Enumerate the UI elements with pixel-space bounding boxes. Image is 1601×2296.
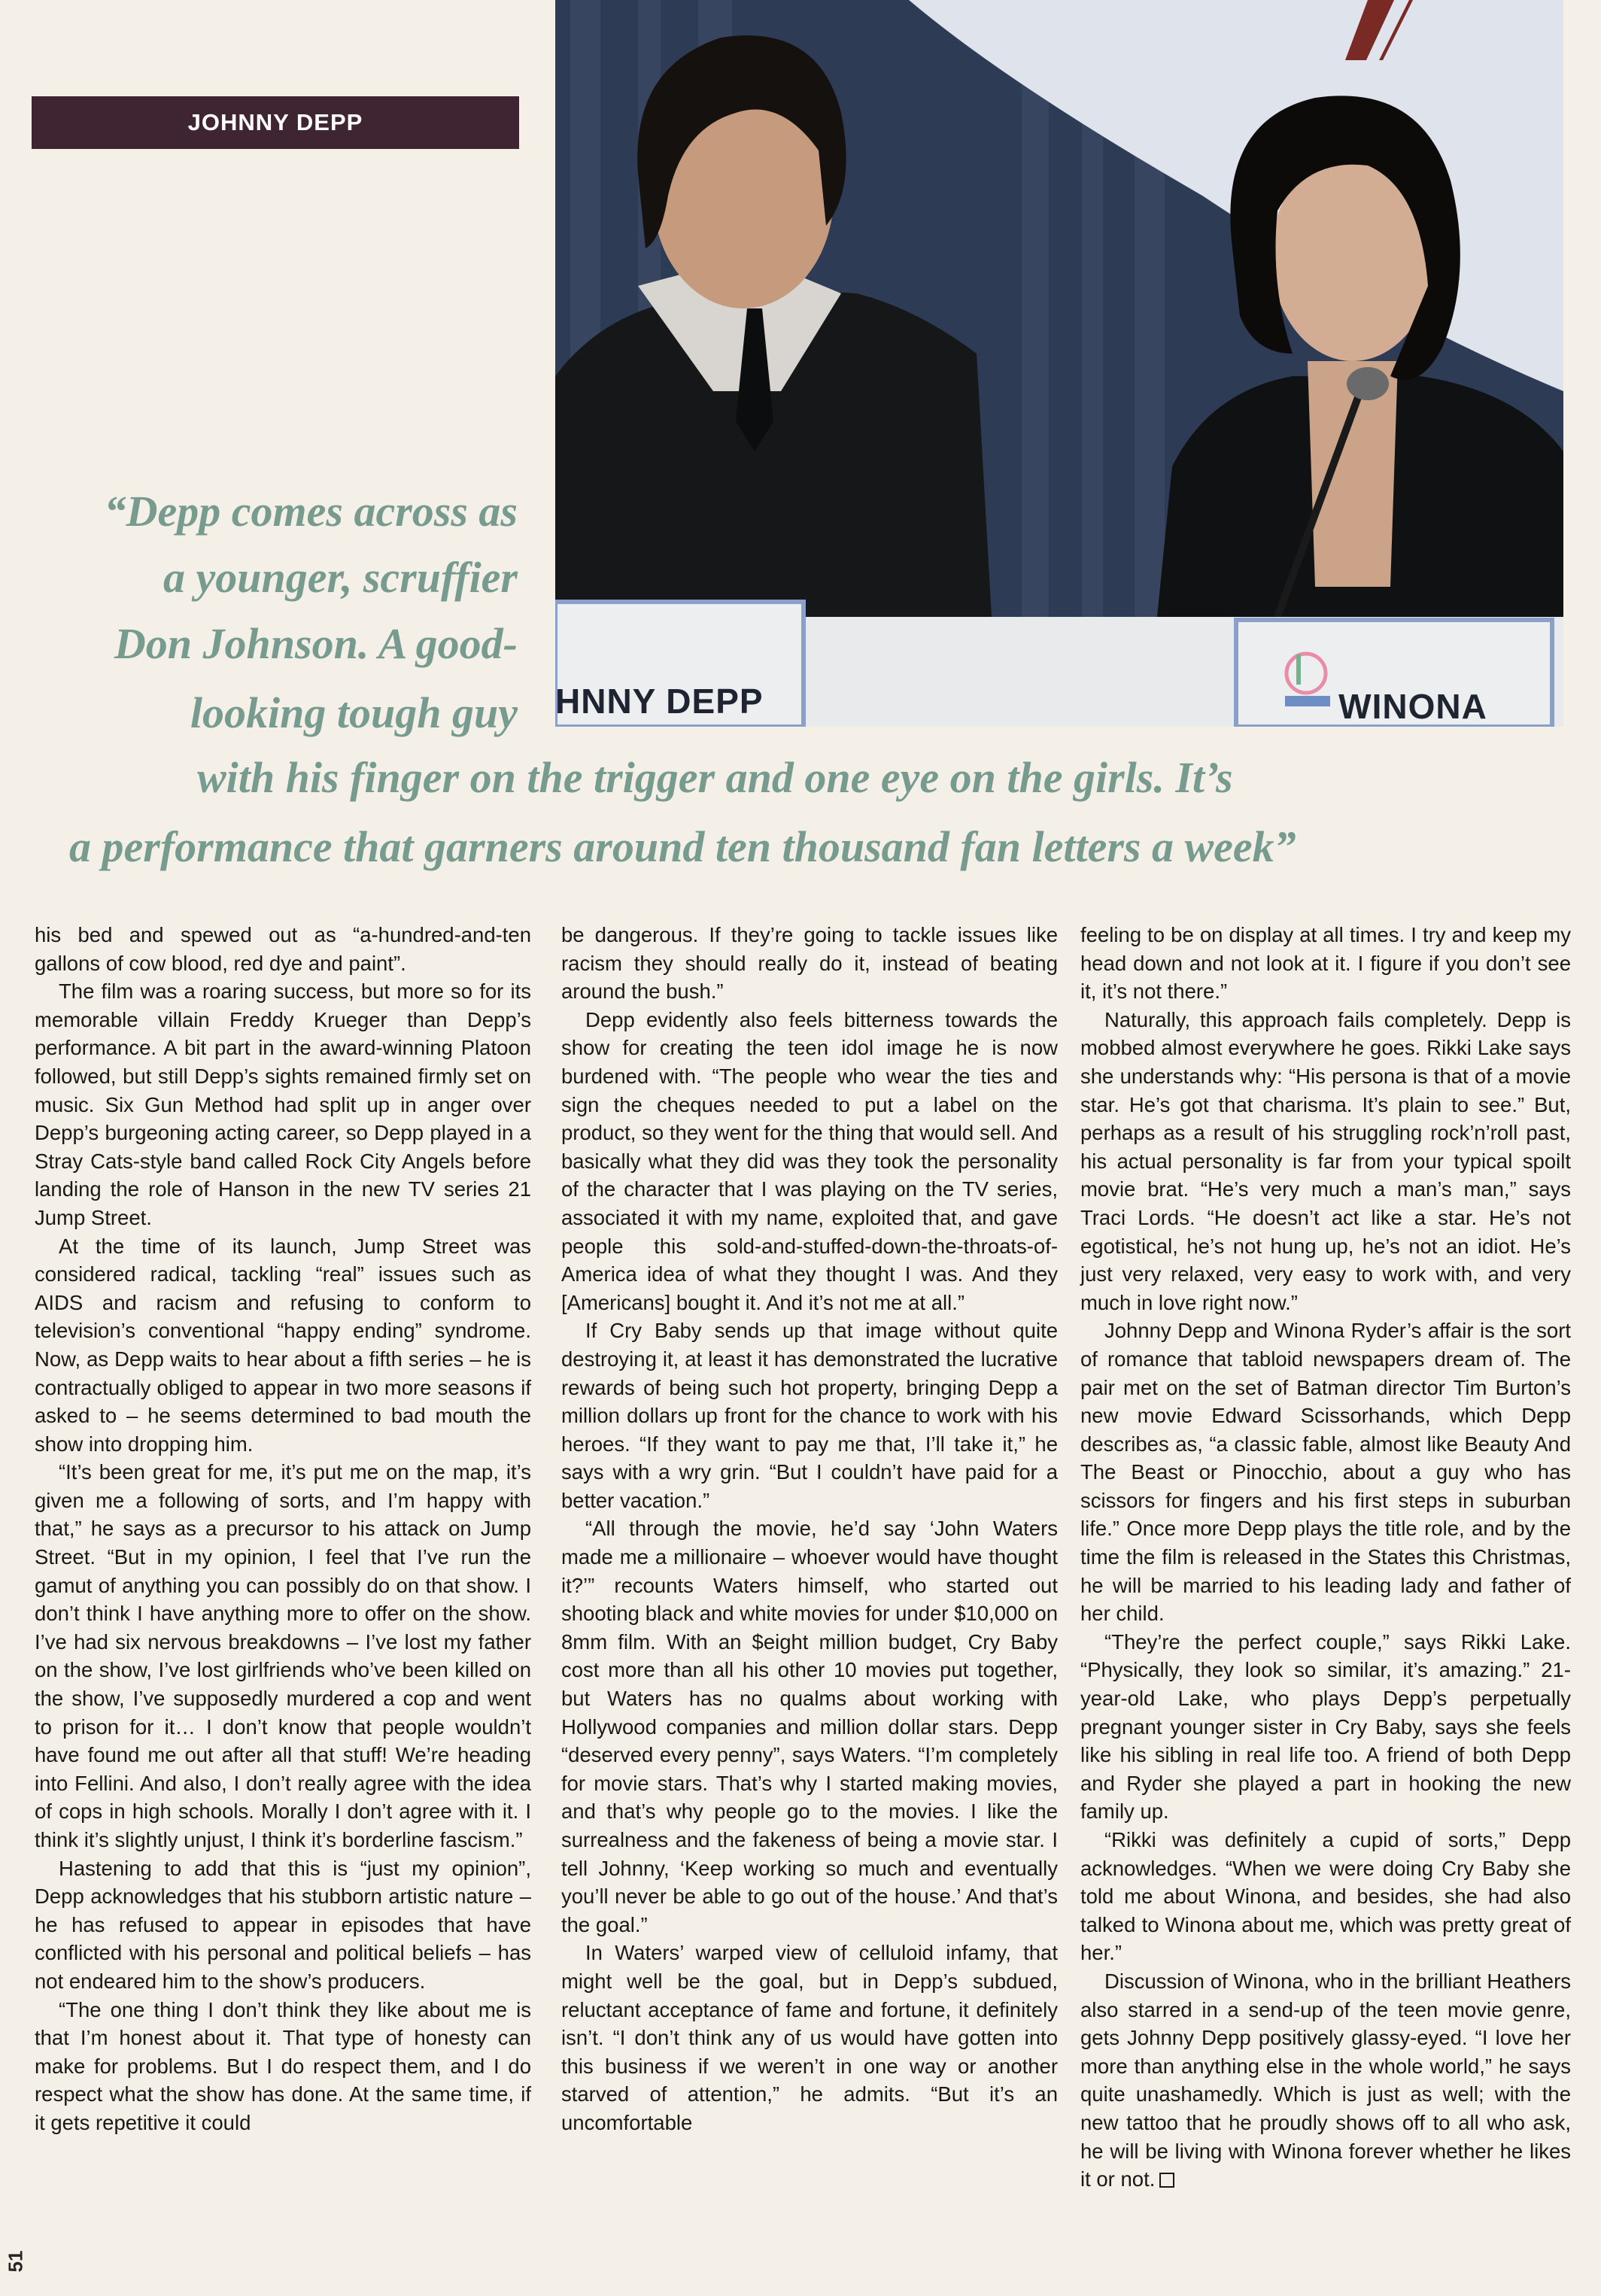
photo-illustration (555, 0, 1563, 727)
paragraph: Hastening to add that this is “just my opinion”, Depp acknowledges that his stubborn artistic nature – he has refused to appear in episodes that have conflicted with his personal and political beliefs – has not endeared him to the show’s producers. (35, 1856, 531, 1993)
page-number: 51 (4, 2250, 27, 2273)
paragraph: Depp evidently also feels bitterness towards the show for creating the teen idol image he is now burdened with. “The people who wear the ties and sign the cheques needed to put a label on the product, so they went for the thing that would sell. And basically what they did was they took the personality of the character that I was playing on the TV series, associated it with my name, exploited that, and gave people this sold-and-stuffed-down-the-throats-of-America idea of what they thought I was. And they [Americans] bought it. And it’s not me at all.” (561, 1007, 1058, 1314)
paragraph: “All through the movie, he’d say ‘John Waters made me a millionaire – whoever would have thought it?’” recounts Waters himself, who started out shooting black and white movies for under $10,000 on 8mm film. With an $eight million budget, Cry Baby cost more than all his other 10 movies put together, but Waters has no qualms about working with Hollywood companies and million dollar stars. Depp “deserved every penny”, says Waters. “I’m completely for movie stars. That’s why I started making movies, and that’s why people go to the movies. I like the surrealness and the fakeness of being a movie star. I tell Johnny, ‘Keep working so much and eventually you’ll never be able to go out of the house.’ And that’s the goal.” (561, 1517, 1058, 1936)
paragraph: Naturally, this approach fails completely. Depp is mobbed almost everywhere he goes. Rikki Lake says she understands why: “His persona is that of a movie star. He’s got that charisma. It’s plain to see.” But, perhaps as a result of his struggling rock’n’roll past, his actual personality is far from your typical spoilt movie brat. “He’s very much a man’s man,” says Traci Lords. “He doesn’t act like a star. He’s not egotistical, he’s not hung up, he’s not an idiot. He’s just very relaxed, very easy to work with, and very much in love right now.” (1080, 1007, 1571, 1314)
paragraph-final-text: Discussion of Winona, who in the brilliant Heathers also starred in a send-up of the teen movie genre, gets Johnny Depp positively glassy-eyed. “I love her more than anything else in the whole world,” he says quite unashamedly. Which is just as well; with the new tattoo that he proudly shows off to all who ask, he will be living with Winona forever whether he likes it or not. (1080, 1969, 1571, 2191)
press-conference-photo (555, 0, 1563, 727)
paragraph: “They’re the perfect couple,” says Rikki Lake. “Physically, they look so similar, it’s amazing.” 21-year-old Lake, who plays Depp’s perpetually pregnant younger sister in Cry Baby, says she feels like his sibling in real life too. A friend of both Depp and Ryder she played a part in hooking the new family up. (1080, 1629, 1571, 1824)
pull-quote-line-4: looking tough guy (190, 688, 518, 737)
paragraph: feeling to be on display at all times. I try and keep my head down and not look at it. I figure if you don’t see it, it’s not there.” (1080, 923, 1571, 1004)
paragraph: “It’s been great for me, it’s put me on the map, it’s given me a following of sorts, and I’m happy with that,” he says as a precursor to his attack on Jump Street. “But in my opinion, I feel that I’ve run the gamut of anything you can possibly do on that show. I don’t think I have anything more to offer on the show. I’ve had six nervous breakdowns – I’ve lost my father on the show, I’ve lost girlfriends who’ve been killed on the show, I’ve supposedly murdered a cop and went to prison for it… I don’t know that people wouldn’t have found me out after all that stuff! We’re heading into Fellini. And also, I don’t really agree with the idea of cops in high schools. Morally I don’t agree with it. I think it’s slightly unjust, I think it’s borderline fascism.” (35, 1460, 531, 1851)
body-column-3 (1080, 921, 1571, 2194)
paragraph: “The one thing I don’t think they like about me is that I’m honest about it. That type of honesty can make for problems. But I do respect them, and I do respect what the show has done. At the same time, if it gets repetitive it could (35, 1997, 531, 2134)
end-mark-icon (1159, 2173, 1174, 2188)
paragraph: Johnny Depp and Winona Ryder’s affair is the sort of romance that tabloid newspapers dream of. The pair met on the set of Batman director Tim Burton’s new movie Edward Scissorhands, which Depp describes as, “a classic fable, almost like Beauty And The Beast or Pinocchio, about a guy who has scissors for fingers and his first steps in suburban life.” Once more Depp plays the title role, and by the time the film is released in the States this Christmas, he will be married to his leading lady and father of her child. (1080, 1319, 1571, 1626)
section-tag: JOHNNY DEPP (32, 96, 519, 149)
pull-quote-line-5: with his finger on the trigger and one eye on the girls. It’s (197, 753, 1233, 802)
paragraph: “Rikki was definitely a cupid of sorts,” Depp acknowledges. “When we were doing Cry Baby she told me about Winona, and besides, she had also talked to Winona about me, which was pretty great of her.” (1080, 1828, 1571, 1965)
body-column-1 (35, 921, 531, 2137)
paragraph: At the time of its launch, Jump Street was considered radical, tackling “real” issues such as AIDS and racism and refusing to conform to television’s conventional “happy ending” syndrome. Now, as Depp waits to hear about a fifth series – he is contractually obliged to appear in two more seasons if asked to – he seems determined to bad mouth the show into dropping him. (35, 1234, 531, 1456)
paragraph: If Cry Baby sends up that image without quite destroying it, at least it has demonstrated the lucrative rewards of being such hot property, bringing Depp a million dollars up front for the chance to work with his heroes. “If they want to pay me that, I’ll take it,” he says with a wry grin. “But I couldn’t have paid for a better vacation.” (561, 1319, 1058, 1512)
paragraph: The film was a roaring success, but more so for its memorable villain Freddy Krueger than Depp’s performance. A bit part in the award-winning Platoon followed, but still Depp’s sights remained firmly set on music. Six Gun Method had split up in anger over Depp’s burgeoning acting career, so Depp played in a Stray Cats-style band called Rock City Angels before landing the role of Hanson in the new TV series 21 Jump Street. (35, 979, 531, 1229)
pull-quote-line-2: a younger, scruffier (163, 553, 518, 602)
pull-quote-line-6: a performance that garners around ten thousand fan letters a week” (69, 822, 1296, 871)
paragraph: be dangerous. If they’re going to tackle issues like racism they should really do it, instead of beating around the bush.” (561, 923, 1058, 1004)
paragraph-final (1080, 1967, 1571, 2194)
paragraph: In Waters’ warped view of celluloid infamy, that might well be the goal, but in Depp’s subdued, reluctant acceptance of fame and fortune, it definitely isn’t. “I don’t think any of us would have gotten into this business if we weren’t in one way or another starved of attention,” he admits. “But it’s an uncomfortable (561, 1941, 1058, 2134)
nameplate-left-text: HNNY DEPP (555, 682, 764, 721)
body-column-2 (561, 921, 1058, 2137)
nameplate-right-text: WINONA (1338, 687, 1487, 726)
paragraph: his bed and spewed out as “a-hundred-and-ten gallons of cow blood, red dye and paint”. (35, 923, 531, 975)
pull-quote-line-3: Don Johnson. A good- (114, 619, 518, 668)
pull-quote-line-1: “Depp comes across as (104, 487, 518, 536)
